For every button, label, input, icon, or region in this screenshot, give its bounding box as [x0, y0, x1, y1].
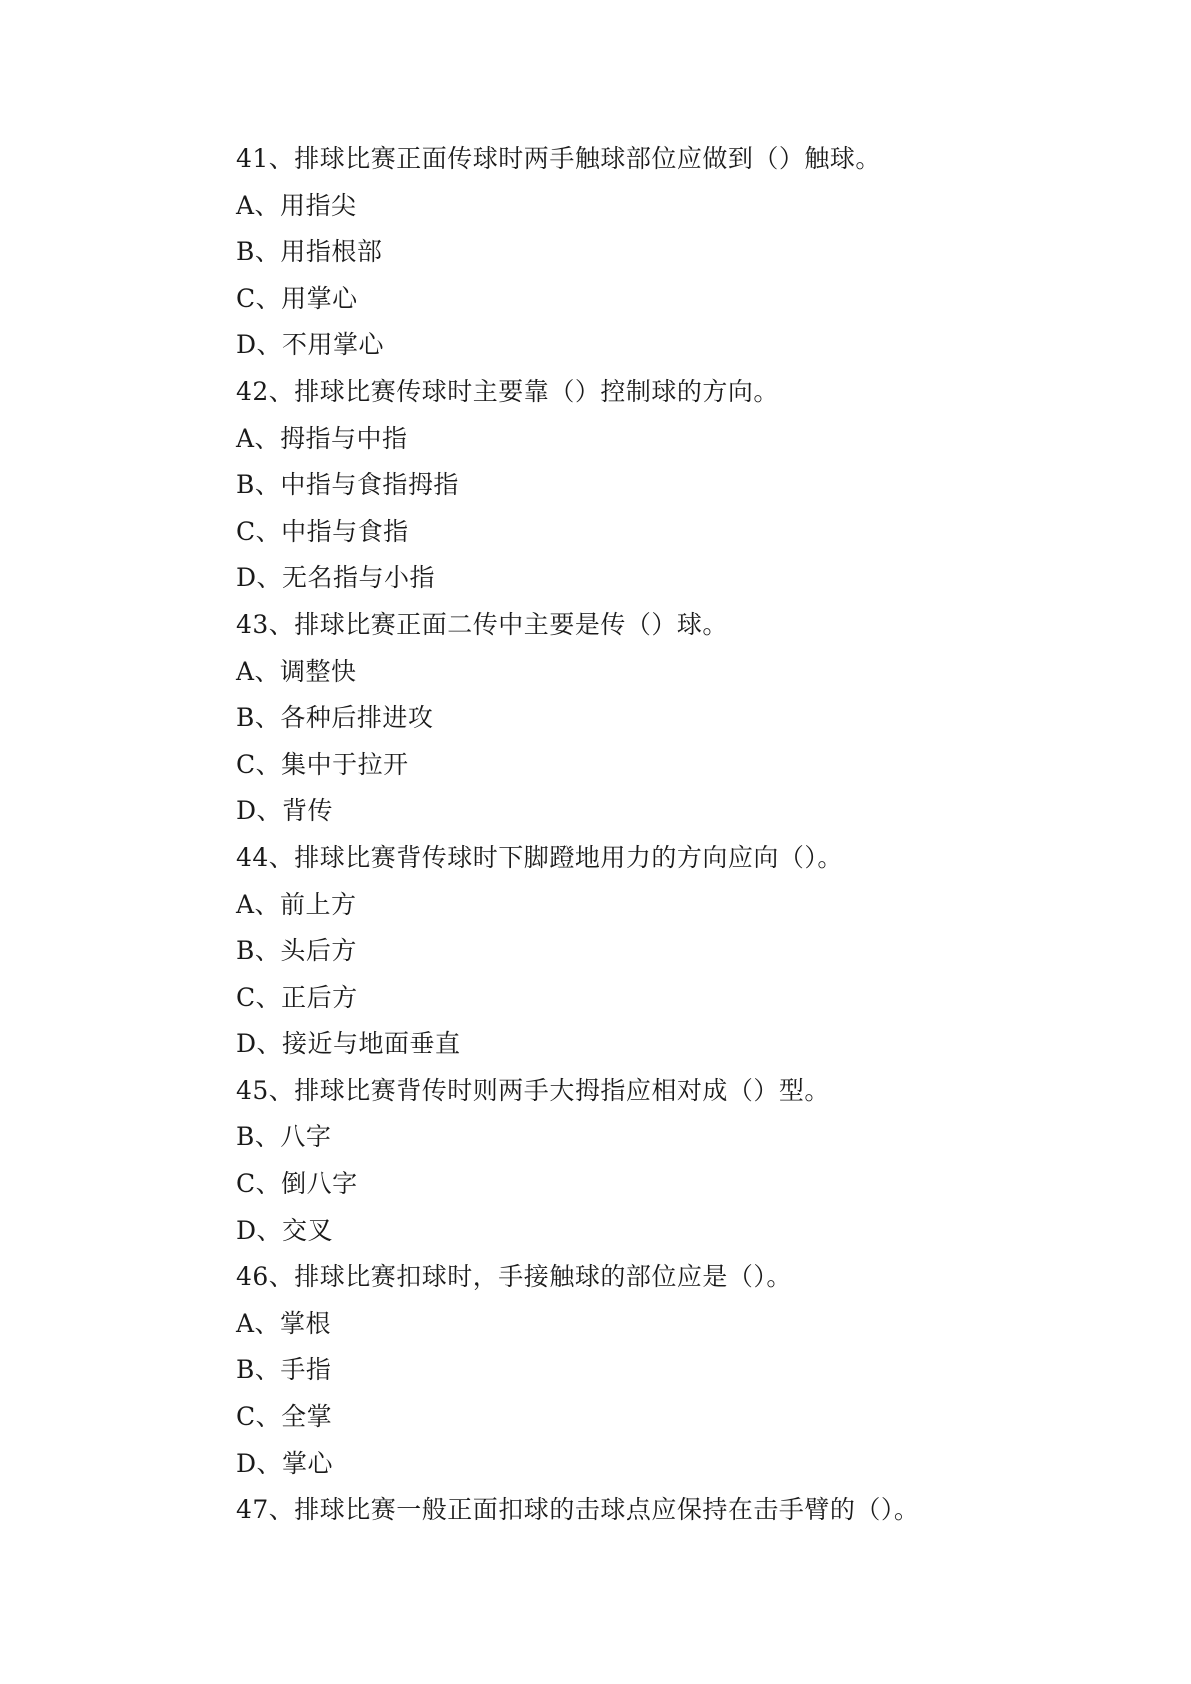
answer-option: B、头后方 [236, 936, 357, 966]
answer-option: A、前上方 [236, 889, 357, 919]
answer-option: D、背传 [236, 796, 334, 826]
answer-option: B、八字 [236, 1122, 332, 1152]
answer-option: A、掌根 [236, 1308, 332, 1338]
answer-option: B、用指根部 [236, 237, 383, 267]
question-text: 42、排球比赛传球时主要靠（）控制球的方向。 [236, 376, 779, 406]
answer-option: B、各种后排进攻 [236, 703, 434, 733]
answer-option: C、集中于拉开 [236, 749, 409, 779]
question-text: 45、排球比赛背传时则两手大拇指应相对成（）型。 [236, 1075, 830, 1105]
answer-option: C、用掌心 [236, 283, 358, 313]
answer-option: D、无名指与小指 [236, 563, 436, 593]
answer-option: C、中指与食指 [236, 516, 409, 546]
answer-option: D、掌心 [236, 1448, 334, 1478]
answer-option: B、中指与食指拇指 [236, 470, 459, 500]
question-text: 44、排球比赛背传球时下脚蹬地用力的方向应向（）。 [236, 842, 843, 872]
question-text: 47、排球比赛一般正面扣球的击球点应保持在击手臂的（）。 [236, 1495, 920, 1525]
answer-option: D、交叉 [236, 1215, 334, 1245]
answer-option: A、调整快 [236, 656, 357, 686]
answer-option: C、正后方 [236, 982, 358, 1012]
question-text: 41、排球比赛正面传球时两手触球部位应做到（）触球。 [236, 144, 881, 173]
answer-option: A、拇指与中指 [236, 423, 408, 453]
question-text: 43、排球比赛正面二传中主要是传（）球。 [236, 609, 728, 639]
answer-option: B、手指 [236, 1355, 332, 1385]
question-list [236, 136, 1116, 1534]
answer-option: C、全掌 [236, 1402, 333, 1432]
answer-option: D、不用掌心 [236, 330, 385, 360]
question-text: 46、排球比赛扣球时，手接触球的部位应是（）。 [236, 1262, 792, 1292]
answer-option: C、倒八字 [236, 1169, 358, 1199]
answer-option: A、用指尖 [236, 190, 357, 220]
answer-option: D、接近与地面垂直 [236, 1029, 461, 1059]
